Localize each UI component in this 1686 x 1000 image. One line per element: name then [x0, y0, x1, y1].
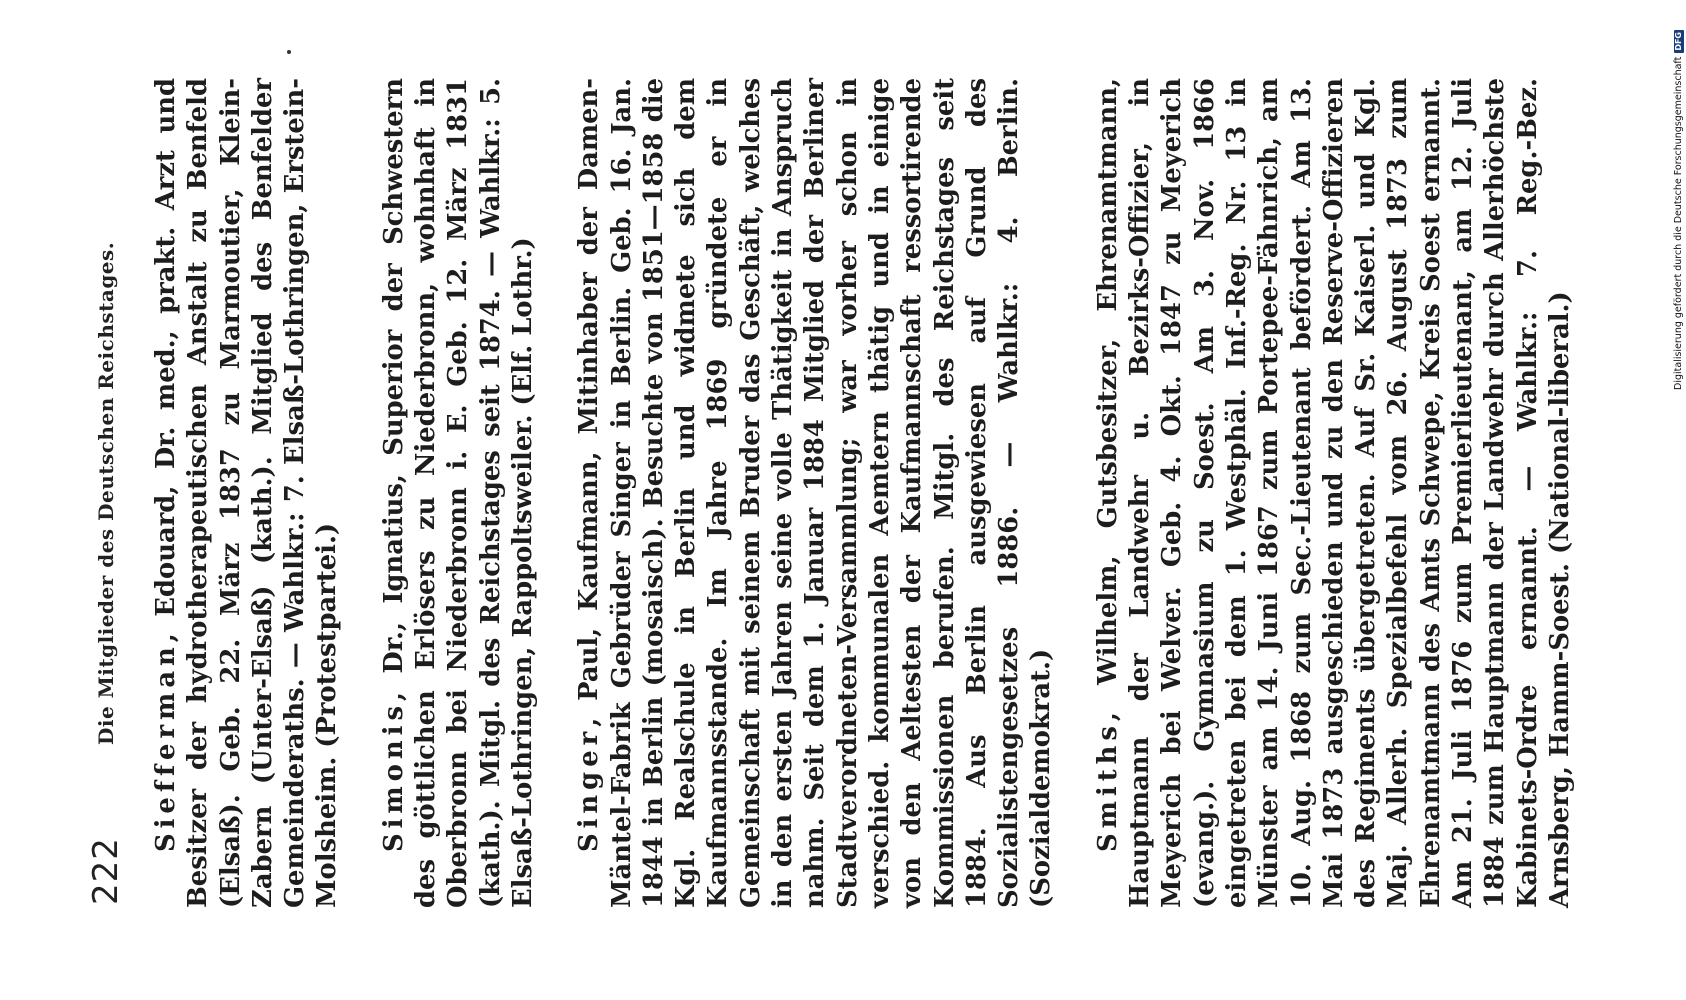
- page-header: [86, 85, 126, 905]
- dfg-logo-badge: DFG: [1673, 32, 1683, 51]
- member-entry: Siefferman, Edouard, Dr. med., prakt. Arzt und Besitzer der hydrotherapeutischen Anstalt zu Benfeld (Elsaß). Geb. 22. März 1837 zu Marmoutier, Klein-Zabern (Unter-Elsaß) (kath.). Mitglied des Benfelder Gemeinderaths. — Wahlkr.: 7. Elsaß-Lothringen, Erstein-Molsheim. (Protestpartei.): [151, 78, 343, 908]
- member-entry: Simonis, Dr., Ignatius, Superior der Schwestern des göttlichen Erlösers zu Niederbronn, wohnhaft in Oberbronn bei Niederbronn i. E. Geb. 12. März 1831 (kath.). Mitgl. des Reichstages seit 1874. — Wahlkr.: 5. Elsaß-Lothringen, Rappoltsweiler. (Elf. Lothr.): [378, 78, 538, 908]
- member-name: Smiths: [1092, 721, 1123, 852]
- member-biography: Wilhelm, Gutsbesitzer, Ehrenamtmann, Hauptmann der Landwehr u. Bezirks-Offizier, in Meyerich bei Welver. Geb. 4. Okt. 1847 zu Meyerich (evang.). Gymnasium zu Soest. Am 3. Nov. 1866 eingetreten bei dem 1. Westphäl. Inf.-Reg. Nr. 13 in Münster am 14. Juni 1867 zum Portepee-Fähnrich, am 10. Aug. 1868 zum Sec.-Lieutenant befördert. Am 13. Mai 1873 ausgeschieden und zu den Reserve-Offizieren des Regiments übergetreten. Auf Sr. Kaiserl. und Kgl. Maj. Allerh. Spezialbefehl vom 26. August 1873 zum Ehrenamtmann des Amts Schwepe, Kreis Soest ernannt. Am 21. Juli 1876 zum Premierlieutenant, am 12. Juli 1884 zum Hauptmann der Landwehr durch Allerhöchste Kabinets-Ordre ernannt. — Wahlkr.: 7. Reg.-Bez. Arnsberg, Hamm-Soest. (National-liberal.): [1092, 77, 1575, 908]
- member-entries: [150, 78, 1610, 908]
- member-biography: Paul, Kaufmann, Mitinhaber der Damen-Mäntel-Fabrik Gebrüder Singer in Berlin. Geb. 16. Jan. 1844 in Berlin (mosaisch). Besuchte von 1851—1858 die Kgl. Realschule in Berlin und widmete sich dem Kaufmannsstande. Im Jahre 1869 gründete er in Gemeinschaft mit seinem Bruder das Geschäft, welches in den ersten Jahren seine volle Thätigkeit in Anspruch nahm. Seit dem 1. Januar 1884 Mitglied der Berliner Stadtverordneten-Versammlung; war vorher schon in verschied. kommunalen Aemtern thätig und in einige von den Aeltesten der Kaufmannschaft ressortirende Kommissionen berufen. Mitgl. des Reichstages seit 1884. Aus Berlin ausgewiesen auf Grund des Sozialistengesetzes 1886. — Wahlkr.: 4. Berlin. (Sozialdemokrat.): [574, 78, 1057, 908]
- member-biography: Dr., Ignatius, Superior der Schwestern des göttlichen Erlösers zu Niederbronn, wohnhaft in Oberbronn bei Niederbronn i. E. Geb. 12. März 1831 (kath.). Mitgl. des Reichstages seit 1874. — Wahlkr.: 5. Elsaß-Lothringen, Rappoltsweiler. (Elf. Lothr.): [378, 78, 538, 908]
- running-head: Die Mitglieder des Deutschen Reichstages.: [94, 241, 118, 745]
- digitization-credit: [1672, 0, 1686, 1000]
- page-number: 222: [86, 837, 126, 905]
- member-name: Singer: [574, 726, 605, 852]
- digitization-note: Digitalisierung gefördert durch die Deutsche Forschungsgemeinschaft: [1673, 56, 1684, 390]
- member-entry: Smiths, Wilhelm, Gutsbesitzer, Ehrenamtmann, Hauptmann der Landwehr u. Bezirks-Offizier, in Meyerich bei Welver. Geb. 4. Okt. 1847 zu Meyerich (evang.). Gymnasium zu Soest. Am 3. Nov. 1866 eingetreten bei dem 1. Westphäl. Inf.-Reg. Nr. 13 in Münster am 14. Juni 1867 zum Portepee-Fähnrich, am 10. Aug. 1868 zum Sec.-Lieutenant befördert. Am 13. Mai 1873 ausgeschieden und zu den Reserve-Offizieren des Regiments übergetreten. Auf Sr. Kaiserl. und Kgl. Maj. Allerh. Spezialbefehl vom 26. August 1873 zum Ehrenamtmann des Amts Schwepe, Kreis Soest ernannt. Am 21. Juli 1876 zum Premierlieutenant, am 12. Juli 1884 zum Hauptmann der Landwehr durch Allerhöchste Kabinets-Ordre ernannt. — Wahlkr.: 7. Reg.-Bez. Arnsberg, Hamm-Soest. (National-liberal.): [1092, 77, 1575, 908]
- member-entry: Singer, Paul, Kaufmann, Mitinhaber der Damen-Mäntel-Fabrik Gebrüder Singer in Berlin. Geb. 16. Jan. 1844 in Berlin (mosaisch). Besuchte von 1851—1858 die Kgl. Realschule in Berlin und widmete sich dem Kaufmannsstande. Im Jahre 1869 gründete er in Gemeinschaft mit seinem Bruder das Geschäft, welches in den ersten Jahren seine volle Thätigkeit in Anspruch nahm. Seit dem 1. Januar 1884 Mitglied der Berliner Stadtverordneten-Versammlung; war vorher schon in verschied. kommunalen Aemtern thätig und in einige von den Aeltesten der Kaufmannschaft ressortirende Kommissionen berufen. Mitgl. des Reichstages seit 1884. Aus Berlin ausgewiesen auf Grund des Sozialistengesetzes 1886. — Wahlkr.: 4. Berlin. (Sozialdemokrat.): [574, 78, 1057, 908]
- member-name: Simonis: [378, 700, 409, 852]
- member-biography: Edouard, Dr. med., prakt. Arzt und Besitzer der hydrotherapeutischen Anstalt zu Benfeld (Elsaß). Geb. 22. März 1837 zu Marmoutier, Klein-Zabern (Unter-Elsaß) (kath.). Mitglied des Benfelder Gemeinderaths. — Wahlkr.: 7. Elsaß-Lothringen, Erstein-Molsheim. (Protestpartei.): [151, 78, 343, 908]
- scan-speck: [287, 50, 291, 54]
- member-name: Siefferman: [151, 642, 181, 852]
